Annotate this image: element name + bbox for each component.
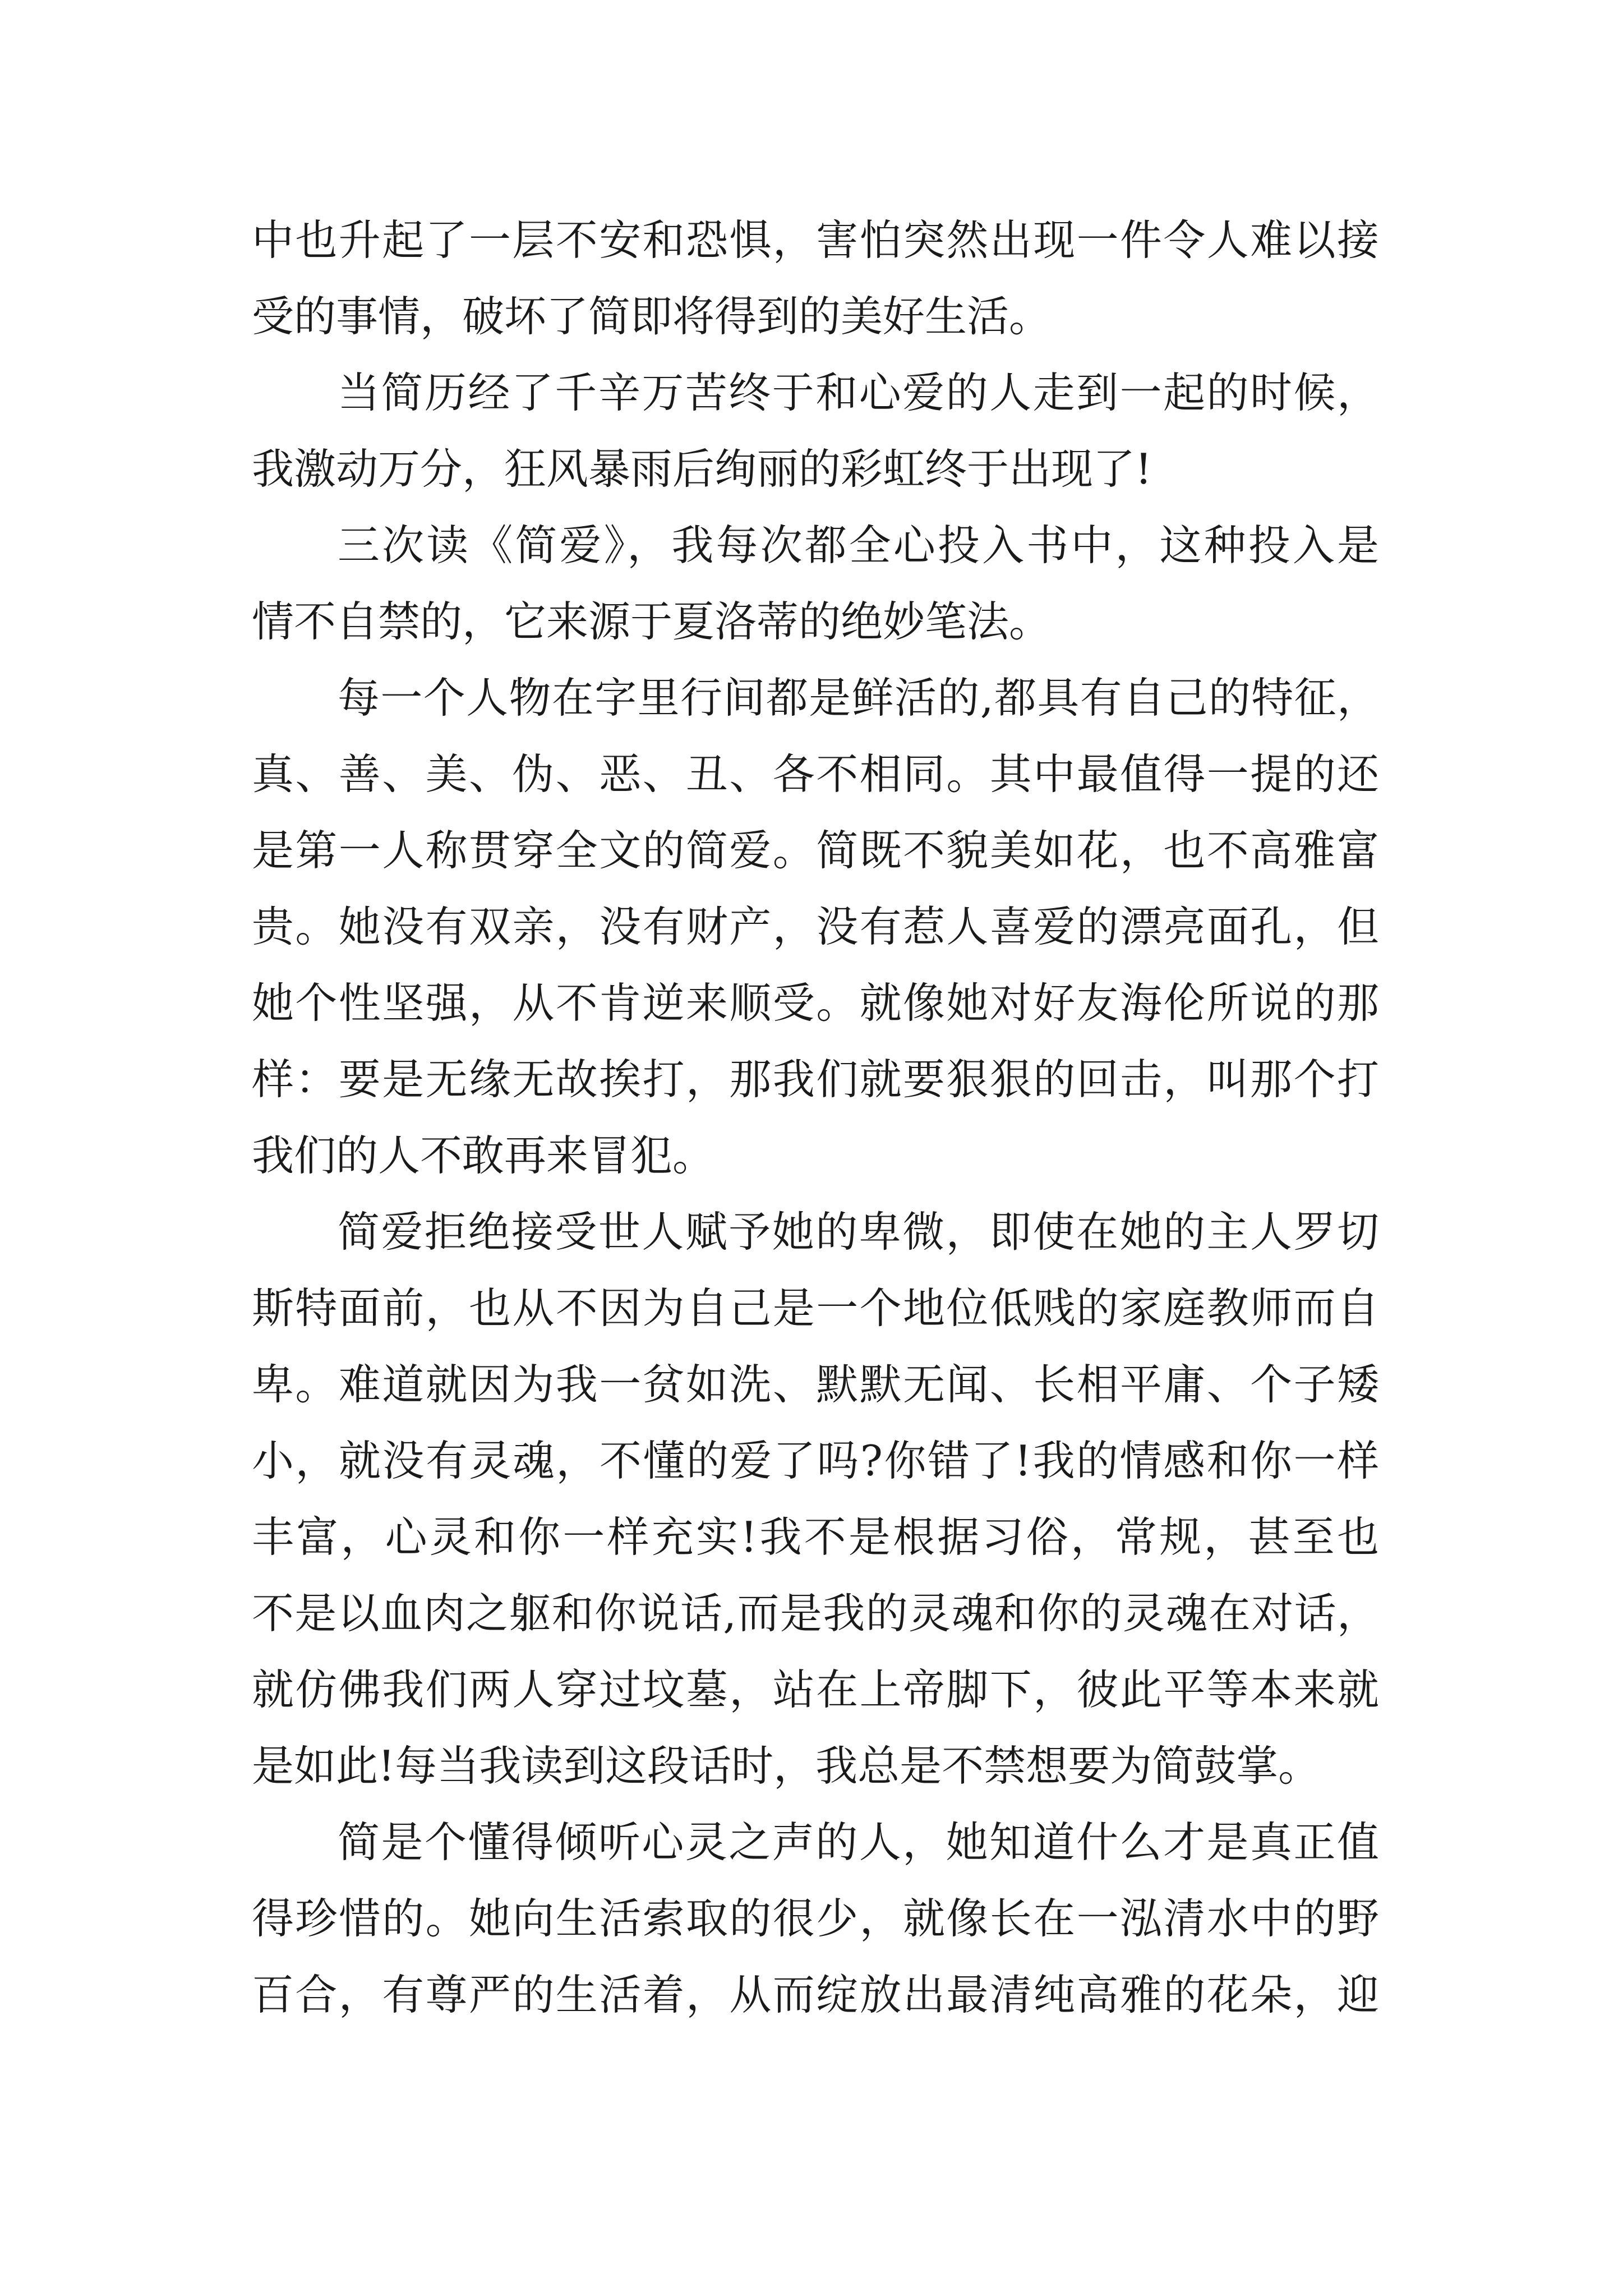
text-line: 真、善、美、伪、恶、丑、各不相同。其中最值得一提的还: [252, 749, 1379, 799]
text-line: 百合，有尊严的生活着，从而绽放出最清纯高雅的花朵，迎: [252, 1970, 1379, 2019]
paragraph-first-line: 简爱拒绝接受世人赋予她的卑微，即使在她的主人罗切: [338, 1207, 1379, 1257]
paragraph-first-line: 当简历经了千辛万苦终于和心爱的人走到一起的时候，: [338, 368, 1379, 417]
text-line: 中也升起了一层不安和恐惧，害怕突然出现一件令人难以接: [252, 215, 1379, 265]
text-line: 不是以血肉之躯和你说话,而是我的灵魂和你的灵魂在对话，: [252, 1589, 1379, 1638]
paragraph-first-line: 每一个人物在字里行间都是鲜活的,都具有自己的特征，: [338, 673, 1379, 723]
text-line: 我激动万分，狂风暴雨后绚丽的彩虹终于出现了!: [252, 444, 1152, 494]
text-line: 是如此!每当我读到这段话时，我总是不禁想要为简鼓掌。: [252, 1741, 1321, 1791]
text-line: 贵。她没有双亲，没有财产，没有惹人喜爱的漂亮面孔，但: [252, 902, 1379, 951]
text-line: 得珍惜的。她向生活索取的很少，就像长在一泓清水中的野: [252, 1894, 1379, 1943]
text-line: 我们的人不敢再来冒犯。: [252, 1131, 715, 1180]
paragraph-first-line: 简是个懂得倾听心灵之声的人，她知道什么才是真正值: [338, 1818, 1379, 1867]
text-line: 是第一人称贯穿全文的简爱。简既不貌美如花，也不高雅富: [252, 826, 1379, 875]
text-line: 受的事情，破坏了简即将得到的美好生活。: [252, 292, 1052, 341]
text-line: 样：要是无缘无故挨打，那我们就要狠狠的回击，叫那个打: [252, 1055, 1379, 1104]
text-line: 丰富，心灵和你一样充实!我不是根据习俗，常规，甚至也: [252, 1512, 1379, 1562]
text-line: 她个性坚强，从不肯逆来顺受。就像她对好友海伦所说的那: [252, 978, 1379, 1028]
text-line: 情不自禁的，它来源于夏洛蒂的绝妙笔法。: [252, 597, 1052, 646]
paragraph-first-line: 三次读《简爱》，我每次都全心投入书中，这种投入是: [338, 521, 1379, 570]
text-line: 斯特面前，也从不因为自己是一个地位低贱的家庭教师而自: [252, 1283, 1379, 1333]
text-line: 卑。难道就因为我一贫如洗、默默无闻、长相平庸、个子矮: [252, 1360, 1379, 1409]
text-line: 就仿佛我们两人穿过坟墓，站在上帝脚下，彼此平等本来就: [252, 1665, 1379, 1714]
text-line: 小，就没有灵魂，不懂的爱了吗?你错了!我的情感和你一样: [252, 1436, 1379, 1485]
